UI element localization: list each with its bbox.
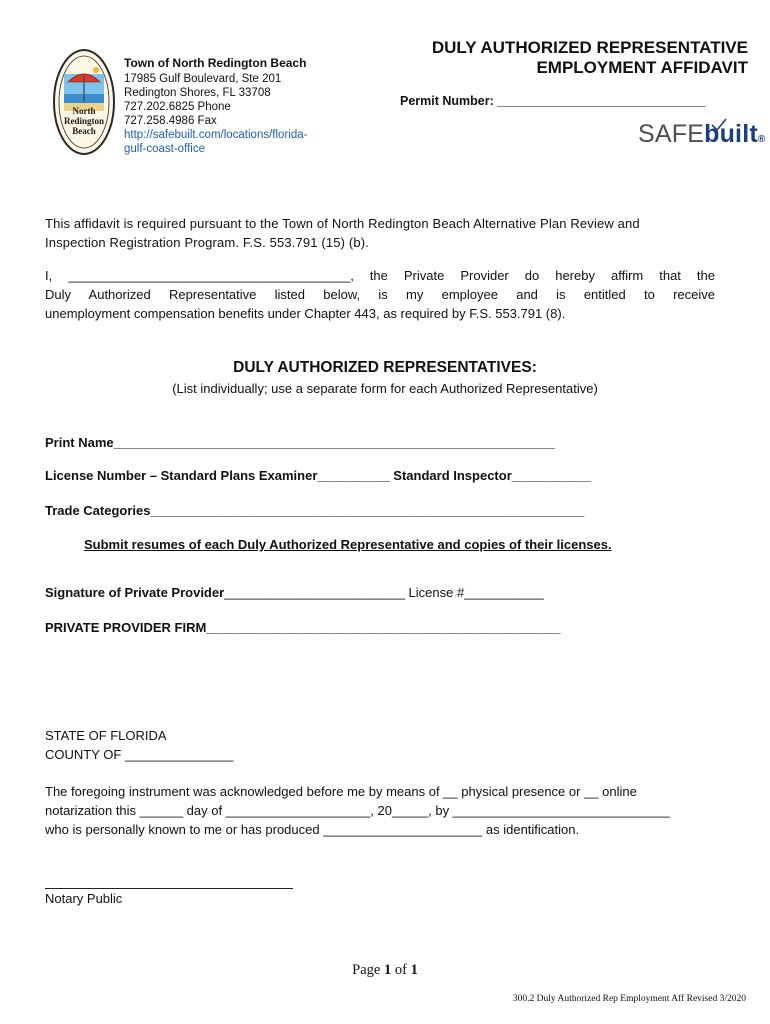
town-seal bbox=[52, 48, 116, 156]
page-of: of bbox=[391, 962, 411, 978]
intro-paragraph bbox=[45, 214, 715, 252]
signature-row bbox=[45, 585, 544, 600]
signature-label: Signature of Private Provider bbox=[45, 585, 225, 600]
title-line-2: EMPLOYMENT AFFIDAVIT bbox=[536, 58, 748, 77]
checkmark-icon bbox=[710, 118, 728, 132]
title-line-1: DULY AUTHORIZED REPRESENTATIVE bbox=[431, 38, 748, 57]
logo-built: built bbox=[704, 120, 758, 148]
document-title bbox=[388, 38, 748, 78]
seal-text: North Redington Beach bbox=[63, 106, 104, 136]
page-number bbox=[0, 962, 770, 979]
ack-line-3[interactable]: who is personally known to me or has produced ______________________ as identification. bbox=[45, 822, 580, 837]
safebuilt-logo bbox=[638, 120, 765, 149]
intro-line-1: This affidavit is required pursuant to the Town of North Redington Beach Alternative Plan Review and bbox=[45, 216, 640, 231]
affirmation-paragraph bbox=[45, 266, 715, 323]
address-line-2: Redington Shores, FL 33708 bbox=[124, 87, 271, 99]
notary-venue bbox=[45, 726, 233, 764]
submit-note: Submit resumes of each Duly Authorized Representative and copies of their licenses. bbox=[84, 537, 612, 552]
affirm-line-1[interactable]: I, _______________________________________, the Private Provider do hereby affirm that the bbox=[45, 268, 715, 283]
notary-signature-line[interactable] bbox=[45, 888, 293, 889]
page-total: 1 bbox=[410, 962, 418, 978]
page-current: 1 bbox=[383, 962, 392, 978]
page-prefix: Page bbox=[352, 962, 384, 978]
town-name: Town of North Redington Beach bbox=[124, 56, 307, 70]
website-link-line-2[interactable]: gulf-coast-office bbox=[124, 143, 205, 155]
website-link-line-1[interactable]: http://safebuilt.com/locations/florida- bbox=[124, 129, 308, 141]
town-info bbox=[124, 56, 307, 156]
website-link[interactable] bbox=[124, 128, 307, 156]
address-line-1: 17985 Gulf Boulevard, Ste 201 bbox=[124, 73, 282, 85]
signature-line[interactable]: _________________________ bbox=[224, 585, 405, 600]
logo-safe: SAFE bbox=[638, 120, 705, 148]
permit-number-field[interactable]: Permit Number: ______________________________ bbox=[400, 94, 706, 108]
intro-line-2: Inspection Registration Program. F.S. 553.791 (15) (b). bbox=[45, 235, 370, 250]
section-title: DULY AUTHORIZED REPRESENTATIVES: bbox=[233, 359, 537, 376]
affirm-line-2: Duly Authorized Representative listed below, is my employee and is entitled to receive bbox=[45, 287, 715, 302]
license-number-field[interactable]: License Number – Standard Plans Examiner__________ Standard Inspector___________ bbox=[45, 468, 592, 483]
print-name-field[interactable]: Print Name_____________________________________________________________ bbox=[45, 435, 555, 450]
logo-tm: ® bbox=[757, 134, 766, 145]
revision-note: 300.2 Duly Authorized Rep Employment Aff Revised 3/2020 bbox=[512, 994, 746, 1004]
private-provider-firm-field[interactable]: PRIVATE PROVIDER FIRM_________________________________________________ bbox=[45, 620, 561, 635]
county-field[interactable]: COUNTY OF _______________ bbox=[45, 747, 234, 762]
affirm-line-3: unemployment compensation benefits under Chapter 443, as required by F.S. 553.791 (8). bbox=[45, 306, 566, 321]
fax: 727.258.4986 Fax bbox=[124, 115, 217, 127]
trade-categories-field[interactable]: Trade Categories____________________________________________________________ bbox=[45, 503, 585, 518]
ack-line-2[interactable]: notarization this ______ day of ____________________, 20_____, by ______________________________ bbox=[45, 803, 670, 818]
phone: 727.202.6825 Phone bbox=[124, 101, 231, 113]
state-label: STATE OF FLORIDA bbox=[45, 728, 167, 743]
license-hash-field[interactable]: License #___________ bbox=[404, 585, 544, 600]
notary-public-label: Notary Public bbox=[45, 891, 123, 906]
acknowledgment-paragraph bbox=[45, 782, 735, 839]
ack-line-1[interactable]: The foregoing instrument was acknowledged before me by means of __ physical presence or __ online bbox=[45, 784, 637, 799]
section-subtitle: (List individually; use a separate form for each Authorized Representative) bbox=[172, 381, 598, 396]
